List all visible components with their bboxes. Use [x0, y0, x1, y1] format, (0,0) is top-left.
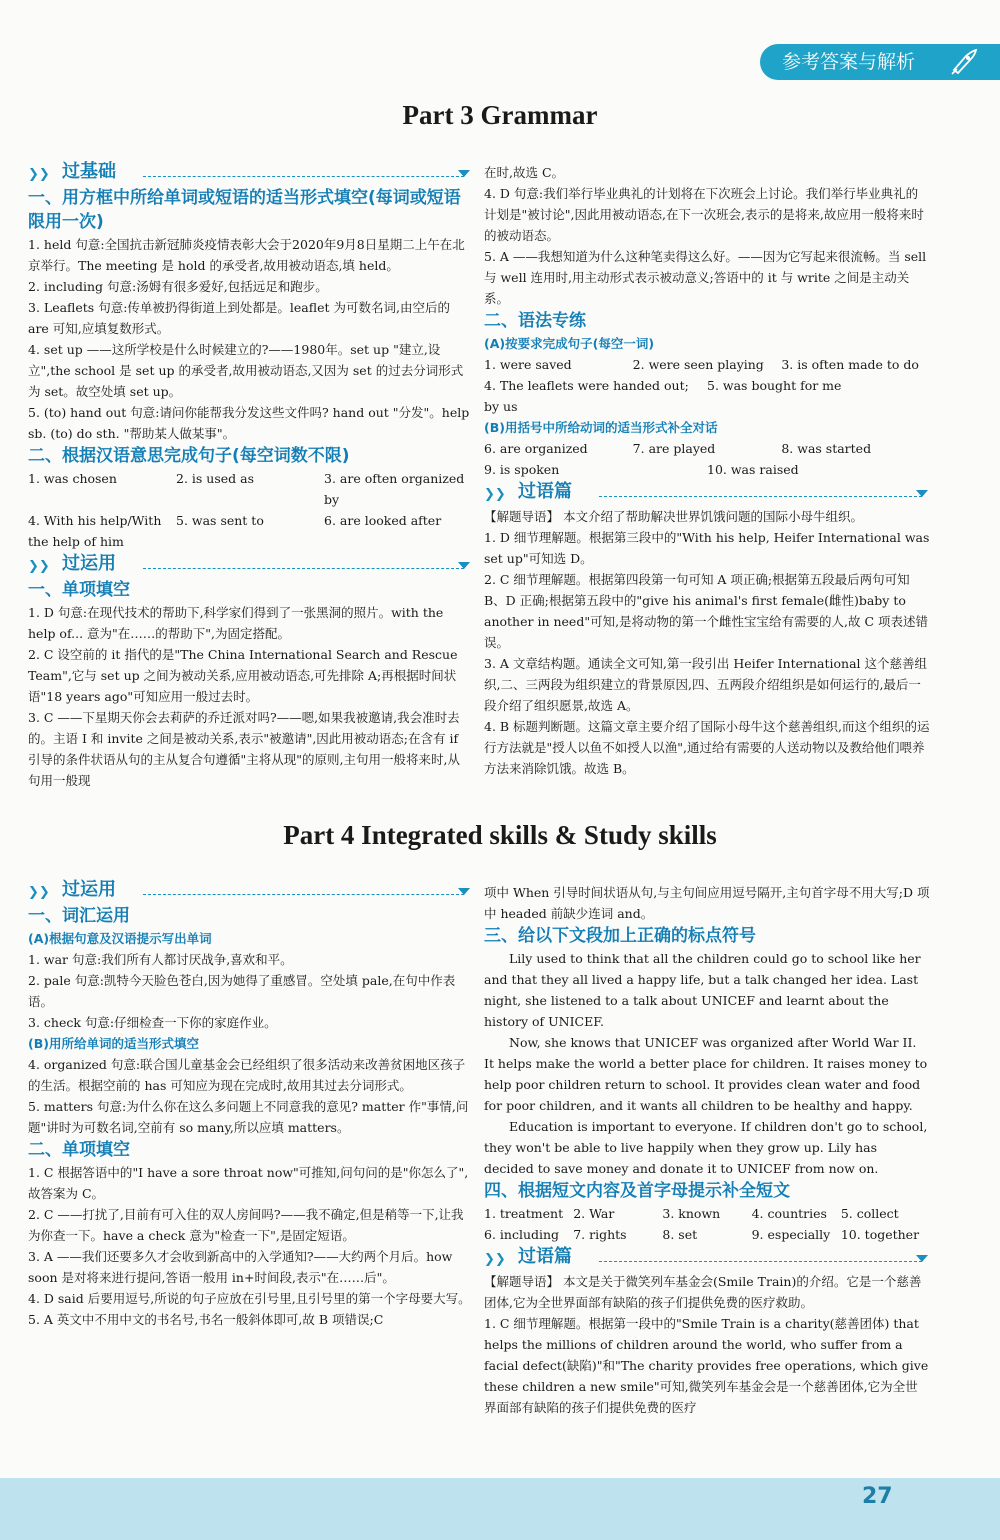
- subsection-heading: 三、给以下文段加上正确的标点符号: [484, 926, 756, 946]
- section-title: 过语篇: [518, 1246, 572, 1267]
- answer-item: 7. are played: [632, 441, 716, 456]
- answer-row: [484, 354, 930, 375]
- answer-item: 10. was raised: [707, 462, 799, 477]
- chevron-icon: ❯❯: [28, 167, 50, 182]
- answer-item: 9. especially: [751, 1227, 831, 1242]
- answer-explanation: 4. D said 后要用逗号,所说的句子应放在引号里,且引号里的第一个字母要大写。: [28, 1291, 471, 1306]
- section-header: [28, 879, 472, 903]
- answer-item: 5. was sent to: [176, 513, 264, 528]
- answer-explanation: 2. C 设空前的 it 指代的是"The China International Search and Rescue Team",它与 set up 之间为被动关系,应用被动语态,可先排除 A;再根据时间状语"18 years ago"可知应用一般过去时。: [28, 647, 458, 704]
- dashed-divider: [599, 1261, 922, 1262]
- section-title: 过运用: [62, 879, 116, 900]
- triangle-icon: [916, 490, 928, 497]
- answer-explanation: 1. D 细节理解题。根据第三段中的"With his help, Heifer International was set up"可知选 D。: [484, 530, 930, 566]
- answer-item: 1. were saved: [484, 357, 572, 372]
- subsection-heading: 二、语法专练: [484, 311, 586, 331]
- rocket-icon: [948, 48, 978, 76]
- passage-intro: 【解题导语】 本文介绍了帮助解决世界饥饿问题的国际小母牛组织。: [484, 509, 863, 524]
- dashed-divider: [143, 176, 464, 177]
- answer-explanation: 在时,故选 C。: [484, 165, 565, 180]
- instruction-heading: (A)根据句意及汉语提示写出单词: [28, 931, 212, 946]
- part4-left-column: [28, 878, 472, 1330]
- answer-item: 2. is used as: [176, 471, 254, 486]
- answer-explanation: 3. Leaflets 句意:传单被扔得街道上到处都是。leaflet 为可数名词,由空后的 are 可知,应填复数形式。: [28, 300, 450, 336]
- subsection-heading: 二、单项填空: [28, 1140, 130, 1160]
- instruction-heading: (A)按要求完成句子(每空一词): [484, 336, 655, 351]
- answer-item: 6. are organized: [484, 441, 588, 456]
- instruction-heading: (B)用所给单词的适当形式填空: [28, 1036, 199, 1051]
- part3-title: Part 3 Grammar: [402, 100, 598, 130]
- answer-item: 1. treatment: [484, 1206, 564, 1221]
- chevron-icon: ❯❯: [484, 487, 506, 502]
- section-title: 过运用: [62, 553, 116, 574]
- answer-item: 5. was bought for me: [707, 378, 842, 393]
- answer-item: 8. was started: [781, 441, 872, 456]
- answer-explanation: 4. B 标题判断题。这篇文章主要介绍了国际小母牛这个慈善组织,而这个组织的运行方法就是"授人以鱼不如授人以渔",通过给有需要的人送动物以及教给他们喂养方法来消除饥饿。故选 B。: [484, 719, 930, 776]
- chevron-icon: ❯❯: [28, 559, 50, 574]
- answer-item: 6. including: [484, 1227, 560, 1242]
- passage-paragraph: Now, she knows that UNICEF was organized after World War II. It helps make the world a better place for children. It raises money to help poor children return to school. It provides clean water and food for poor children, and it wants all children to be healthy and happy.: [484, 1035, 928, 1113]
- answer-row: [484, 375, 930, 417]
- section-title: 过基础: [62, 161, 116, 182]
- page-number: 27: [862, 1484, 893, 1509]
- answer-explanation: 4. D 句意:我们举行毕业典礼的计划将在下次班会上讨论。我们举行毕业典礼的计划是"被讨论",因此用被动语态,在下一次班会,表示的是将来,故应用一般将来时的被动语态。: [484, 186, 924, 243]
- passage-paragraph: Education is important to everyone. If children don't go to school, they won't be able to live happily when they grow up. Lily has decided to save money and donate it to UNICEF from now on.: [484, 1119, 928, 1176]
- answer-row: [28, 468, 472, 510]
- section-header: [484, 481, 930, 505]
- answer-explanation: 5. (to) hand out 句意:请问你能帮我分发这些文件吗? hand out "分发"。help sb. (to) do sth. "帮助某人做某事"。: [28, 405, 470, 441]
- chevron-icon: ❯❯: [484, 1252, 506, 1267]
- dashed-divider: [143, 568, 464, 569]
- triangle-icon: [458, 562, 470, 569]
- answer-key-tag: [760, 44, 1000, 80]
- answer-item: 4. The leaflets were handed out; by us: [484, 378, 689, 414]
- answer-explanation: 3. check 句意:仔细检查一下你的家庭作业。: [28, 1015, 277, 1030]
- answer-explanation: 5. matters 句意:为什么你在这么多问题上不同意我的意见? matter 作"事情,问题"讲时为可数名词,空前有 so many,所以应填 matters。: [28, 1099, 469, 1135]
- answer-item: 3. are often organized by: [324, 471, 465, 507]
- answer-key-label: 参考答案与解析: [782, 51, 916, 73]
- answer-explanation: 2. C 细节理解题。根据第四段第一句可知 A 项正确;根据第五段最后两句可知 B、D 正确;根据第五段中的"give his animal's first female(雌性)baby to another in need"可知,是将动物的第一个雌性宝宝给有需要的人,故 C 项表述错误。: [484, 572, 929, 650]
- answer-explanation: 3. A 文章结构题。通读全文可知,第一段引出 Heifer International 这个慈善组织,二、三两段为组织建立的背景原因,四、五两段介绍组织是如何运行的,最后一段介绍了组织愿景,故选 A。: [484, 656, 928, 713]
- answer-explanation: 3. A ——我们还要多久才会收到新高中的入学通知?——大约两个月后。how soon 是对将来进行提问,答语一般用 in+时间段,表示"在……后"。: [28, 1249, 453, 1285]
- part3-left-column: [28, 160, 472, 791]
- dashed-divider: [143, 894, 464, 895]
- answer-explanation: 项中 When 引导时间状语从句,与主句间应用逗号隔开,主句首字母不用大写;D 项中 headed 前缺少连词 and。: [484, 885, 930, 921]
- subsection-heading: 二、根据汉语意思完成句子(每空词数不限): [28, 446, 350, 466]
- answer-explanation: 1. C 细节理解题。根据第一段中的"Smile Train is a charity(慈善团体) that helps the millions of children around the world, who suffer from a facial defect(缺陷)"和"The charity provides free operations, which give these children a new smile"可知,微笑列车基金会是一个慈善团体,它为全世界面部有缺陷的孩子们提供免费的医疗: [484, 1316, 929, 1415]
- section-header: [28, 553, 472, 577]
- answer-explanation: 2. C ——打扰了,目前有可入住的双人房间吗?——我不确定,但是稍等一下,让我为你查一下。have a check 意为"检查一下",是固定短语。: [28, 1207, 464, 1243]
- answer-item: 9. is spoken: [484, 462, 560, 477]
- answer-explanation: 4. organized 句意:联合国儿童基金会已经组织了很多活动来改善贫困地区孩子的生活。根据空前的 has 可知应为现在完成时,故用其过去分词形式。: [28, 1057, 466, 1093]
- answer-item: 5. collect: [840, 1206, 899, 1221]
- subsection-heading: 一、词汇运用: [28, 906, 130, 926]
- part3-right-column: [484, 162, 930, 779]
- answer-row: [484, 1224, 930, 1245]
- answer-item: 6. are looked after: [324, 513, 442, 528]
- watermark-logo: [832, 1500, 992, 1536]
- answer-explanation: 5. A ——我想知道为什么这种笔卖得这么好。——因为它写起来很流畅。当 sell 与 well 连用时,用主动形式表示被动意义;答语中的 it 与 write 之间是主动关系。: [484, 249, 927, 306]
- triangle-icon: [458, 170, 470, 177]
- answer-explanation: 1. C 根据答语中的"I have a sore throat now"可推知,问句问的是"你怎么了",故答案为 C。: [28, 1165, 469, 1201]
- passage-paragraph: Lily used to think that all the children could go to school like her and that they all lived a happy life, but a talk changed her idea. Last night, she listened to a talk about UNICEF and learnt about the history of UNICEF.: [484, 951, 921, 1029]
- answer-row: [484, 1203, 930, 1224]
- answer-item: 8. set: [662, 1227, 698, 1242]
- answer-item: 3. known: [662, 1206, 721, 1221]
- answer-item: 4. With his help/With the help of him: [28, 513, 162, 549]
- answer-item: 2. were seen playing: [632, 357, 764, 372]
- subsection-heading: 四、根据短文内容及首字母提示补全短文: [484, 1181, 790, 1201]
- answer-item: 10. together: [840, 1227, 920, 1242]
- answer-item: 3. is often made to do: [781, 357, 919, 372]
- passage-intro: 【解题导语】 本文是关于微笑列车基金会(Smile Train)的介绍。它是一个慈善团体,它为全世界面部有缺陷的孩子们提供免费的医疗救助。: [484, 1274, 922, 1310]
- part4-title: Part 4 Integrated skills & Study skills: [283, 820, 717, 850]
- top-margin: [0, 0, 1000, 40]
- answer-item: 7. rights: [573, 1227, 627, 1242]
- section-header: [28, 161, 472, 185]
- answer-item: 2. War: [573, 1206, 615, 1221]
- answer-explanation: 4. set up ——这所学校是什么时候建立的?——1980年。set up "建立,设立",the school 是 set up 的承受者,故用被动语态,又因为 set 的过去分词形式为 set。故空处填 set up。: [28, 342, 464, 399]
- subsection-heading: 一、用方框中所给单词或短语的适当形式填空(每词或短语限用一次): [28, 188, 461, 232]
- part4-right-column: [484, 882, 930, 1418]
- answer-row: [484, 459, 930, 480]
- section-header: [484, 1246, 930, 1270]
- subsection-heading: 一、单项填空: [28, 580, 130, 600]
- answer-explanation: 5. A 英文中不用中文的书名号,书名一般斜体即可,故 B 项错误;C: [28, 1312, 384, 1327]
- triangle-icon: [916, 1255, 928, 1262]
- answer-explanation: 3. C ——下星期天你会去莉萨的乔迁派对吗?——嗯,如果我被邀请,我会准时去的。主语 I 和 invite 之间是被动关系,表示"被邀请",因此用被动语态;在含有 if 引导的条件状语从句的主从复合句遵循"主将从现"的原则,主句用一般将来时,从句用一般现: [28, 710, 460, 788]
- triangle-icon: [458, 888, 470, 895]
- answer-row: [484, 438, 930, 459]
- answer-item: 4. countries: [751, 1206, 827, 1221]
- answer-row: [28, 510, 472, 552]
- section-title: 过语篇: [518, 481, 572, 502]
- answer-explanation: 1. D 句意:在现代技术的帮助下,科学家们得到了一张黑洞的照片。with the help of... 意为"在……的帮助下",为固定搭配。: [28, 605, 444, 641]
- answer-explanation: 2. pale 句意:凯特今天脸色苍白,因为她得了重感冒。空处填 pale,在句中作表语。: [28, 973, 456, 1009]
- answer-explanation: 2. including 句意:汤姆有很多爱好,包括远足和跑步。: [28, 279, 328, 294]
- chevron-icon: ❯❯: [28, 885, 50, 900]
- answer-explanation: 1. held 句意:全国抗击新冠肺炎疫情表彰大会于2020年9月8日星期二上午在北京举行。The meeting 是 hold 的承受者,故用被动语态,填 held。: [28, 237, 465, 273]
- answer-item: 1. was chosen: [28, 471, 117, 486]
- instruction-heading: (B)用括号中所给动词的适当形式补全对话: [484, 420, 718, 435]
- answer-explanation: 1. war 句意:我们所有人都讨厌战争,喜欢和平。: [28, 952, 293, 967]
- dashed-divider: [599, 496, 922, 497]
